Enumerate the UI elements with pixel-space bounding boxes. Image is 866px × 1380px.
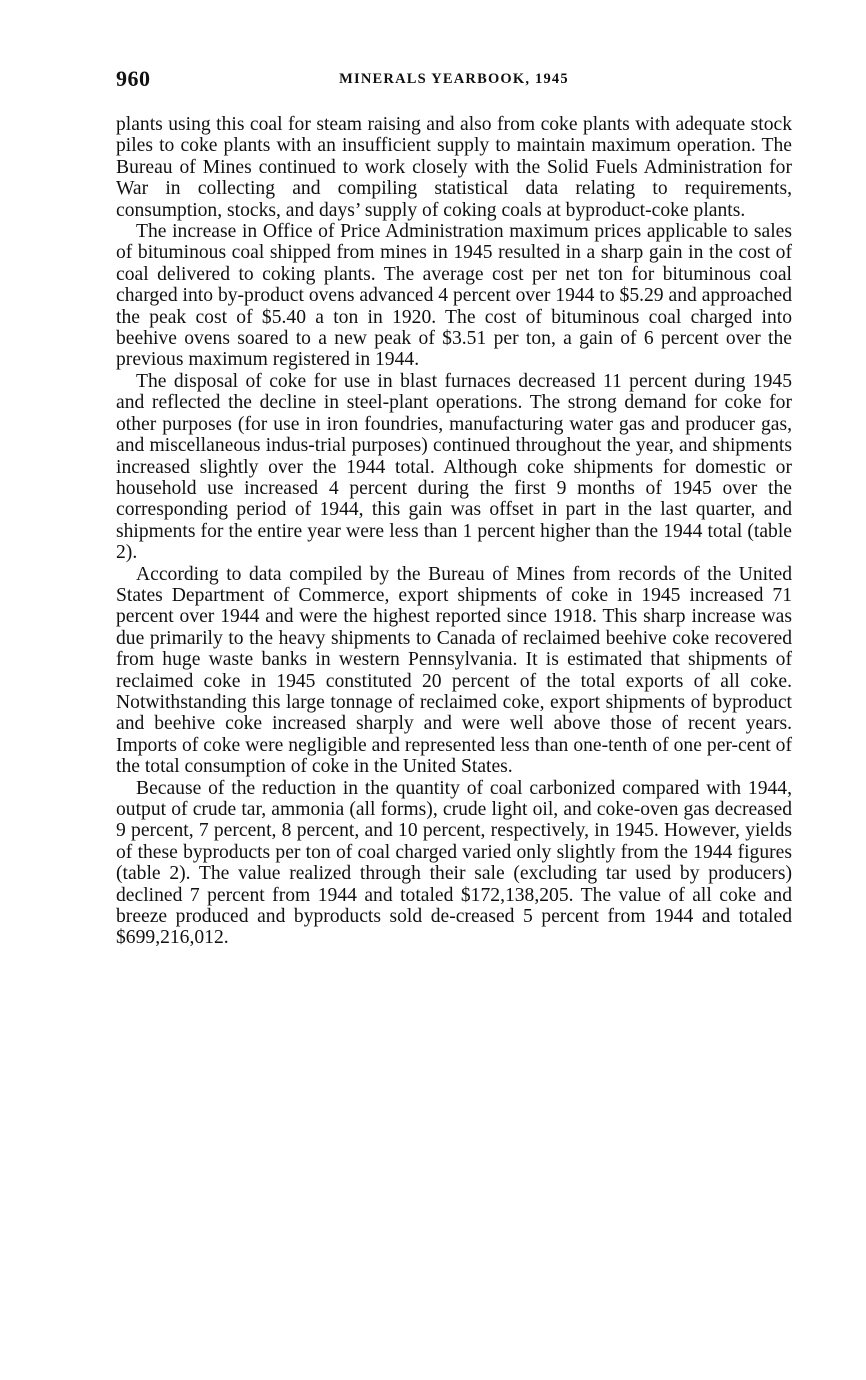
paragraph-continued-coking-coal-supply: plants using this coal for steam raising and also from coke plants with adequate stock piles to coke plants with an insufficient supply to maintain maximum operation. The Bureau of Mines continued to work closely with the Solid Fuels Administration for War in collecting and compiling statistical data relating to requirements, consumption, stocks, and days’ supply of coking coals at byproduct-coke plants. [116,114,792,221]
body-text [116,114,792,949]
paragraph-byproducts: Because of the reduction in the quantity of coal carbonized compared with 1944, output of crude tar, ammonia (all forms), crude light oil, and coke-oven gas decreased 9 percent, 7 percent, 8 percent, and 10 percent, respectively, in 1945. However, yields of these byproducts per ton of coal charged varied only slightly from the 1944 figures (table 2). The value realized through their sale (excluding tar used by producers) declined 7 percent from 1944 and totaled $172,138,205. The value of all coke and breeze produced and byproducts sold de-creased 5 percent from 1944 and totaled $699,216,012. [116,777,792,949]
page-header [116,66,792,92]
paragraph-coke-exports: According to data compiled by the Bureau of Mines from records of the United States Department of Commerce, export shipments of coke in 1945 increased 71 percent over 1944 and were the highest reported since 1918. This sharp increase was due primarily to the heavy shipments to Canada of reclaimed beehive coke recovered from huge waste banks in western Pennsylvania. It is estimated that shipments of reclaimed coke in 1945 constituted 20 percent of the total exports of all coke. Notwithstanding this large tonnage of reclaimed coke, export shipments of byproduct and beehive coke increased sharply and were well above those of recent years. Imports of coke were negligible and represented less than one-tenth of one per-cent of the total consumption of coke in the United States. [116,563,792,778]
page-number: 960 [116,66,151,91]
paragraph-coke-disposal: The disposal of coke for use in blast furnaces decreased 11 percent during 1945 and reflected the decline in steel-plant operations. The strong demand for coke for other purposes (for use in iron foundries, manufacturing water gas and producer gas, and miscellaneous indus-trial purposes) continued throughout the year, and shipments increased slightly over the 1944 total. Although coke shipments for domestic or household use increased 4 percent during the first 9 months of 1945 over the corresponding period of 1944, this gain was offset in part in the last quarter, and shipments for the entire year were less than 1 percent higher than the 1944 total (table 2). [116,370,792,564]
paragraph-coal-cost: The increase in Office of Price Administration maximum prices applicable to sales of bituminous coal shipped from mines in 1945 resulted in a sharp gain in the cost of coal delivered to coking plants. The average cost per net ton for bituminous coal charged into by-product ovens advanced 4 percent over 1944 to $5.29 and approached the peak cost of $5.40 a ton in 1920. The cost of bituminous coal charged into beehive ovens soared to a new peak of $3.51 per ton, a gain of 6 percent over the previous maximum registered in 1944. [116,221,792,371]
running-title: MINERALS YEARBOOK, 1945 [339,71,569,87]
